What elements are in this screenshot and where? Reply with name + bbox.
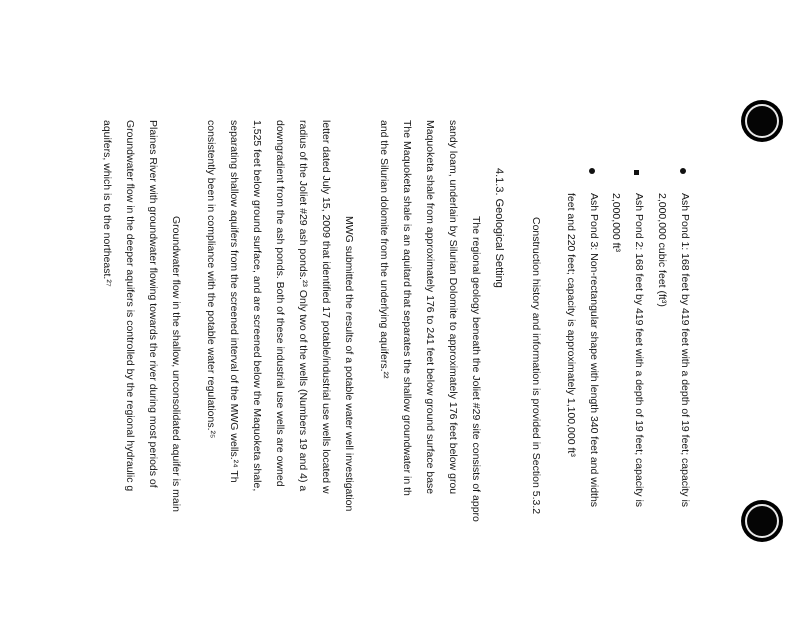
text-line: Ash Pond 1: 168 feet by 419 feet with a depth of 19 feet; capacity is bbox=[679, 193, 691, 508]
binder-hole-bottom bbox=[745, 504, 779, 538]
text-line: MWG submitted the results of a potable water well investigation bbox=[343, 216, 355, 512]
bullet-ash-pond-1 bbox=[680, 168, 686, 174]
bullet-ash-pond-3 bbox=[589, 168, 595, 174]
text-line: radius of the Joliet #29 ash ponds.²³ Only two of the wells (Numbers 19 and 4) a bbox=[297, 120, 309, 492]
text-line: downgradient from the ash ponds. Both of these industrial use wells are owned bbox=[274, 120, 286, 487]
text-line: 2,000,000 ft³ bbox=[610, 193, 622, 252]
text-line: 1,525 feet below ground surface, and are screened below the Maquoketa shale, bbox=[251, 120, 263, 492]
text-line: letter dated July 15, 2009 that identified 17 potable/industrial use wells located w bbox=[320, 120, 332, 494]
text-line: Ash Pond 2: 168 feet by 419 feet with a depth of 19 feet; capacity is bbox=[633, 193, 645, 508]
text-line: The regional geology beneath the Joliet #29 site consists of appro bbox=[470, 216, 482, 522]
text-line: feet and 220 feet; capacity is approximately 1,100,000 ft³ bbox=[565, 193, 577, 457]
text-line: Groundwater flow in the shallow, unconsolidated aquifer is main bbox=[170, 216, 182, 512]
section-heading: 4.1.3. Geological Setting bbox=[493, 168, 505, 288]
text-line: and the Silurian dolomite from the underlying aquifers.²² bbox=[378, 120, 390, 379]
text-line: Groundwater flow in the deeper aquifers is controlled by the regional hydraulic g bbox=[124, 120, 136, 492]
text-line: Construction history and information is provided in Section 5.3.2 bbox=[530, 217, 542, 515]
text-line: separating shallow aquifers from the screened interval of the MWG wells.²⁴ Th bbox=[228, 120, 240, 483]
text-line: sandy loam, underlain by Silurian Dolomite to approximately 176 feet below grou bbox=[447, 120, 459, 495]
text-line: aquifers, which is to the northeast.²⁷ bbox=[101, 120, 113, 287]
text-line: Maquoketa shale from approximately 176 to 241 feet below ground surface base bbox=[424, 120, 436, 495]
text-line: The Maquoketa shale is an aquitard that separates the shallow groundwater in th bbox=[401, 120, 413, 496]
text-line: 2,000,000 cubic feet (ft³) bbox=[656, 193, 668, 307]
text-line: Plaines River with groundwater flowing towards the river during most periods of bbox=[147, 120, 159, 488]
bullet-ash-pond-2 bbox=[634, 170, 639, 175]
binder-hole-top bbox=[745, 104, 779, 138]
text-line: consistently been in compliance with the potable water regulations.²⁵ bbox=[205, 120, 217, 439]
text-line: Ash Pond 3: Non-rectangular shape with length 340 feet and widths bbox=[588, 193, 600, 508]
